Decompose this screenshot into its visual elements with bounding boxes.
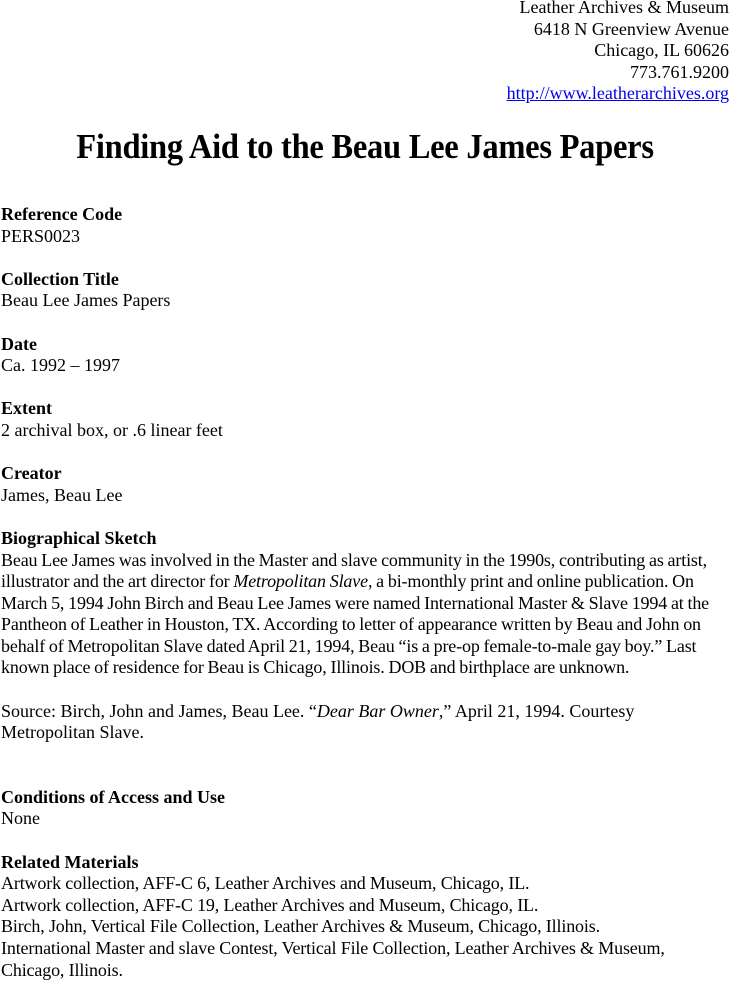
section-heading: Biographical Sketch bbox=[1, 527, 157, 548]
related-material-item: International Master and slave Contest, Vertical File Collection, Leather Archives & Museum, Chicago, Illinois. bbox=[1, 938, 665, 980]
section-creator bbox=[1, 463, 729, 506]
section-heading: Reference Code bbox=[1, 204, 123, 224]
section-reference-code bbox=[1, 204, 729, 247]
street-address: 6418 N Greenview Avenue bbox=[533, 18, 729, 39]
org-name: Leather Archives & Museum bbox=[519, 0, 729, 17]
creator-value: James, Beau Lee bbox=[1, 484, 123, 505]
section-extent bbox=[1, 398, 729, 441]
letter-title: Dear Bar Owner bbox=[316, 700, 439, 721]
date-value: Ca. 1992 – 1997 bbox=[1, 355, 120, 376]
section-heading: Collection Title bbox=[1, 268, 119, 289]
reference-code-value: PERS0023 bbox=[1, 225, 81, 246]
citation-text: Source: Birch, John and James, Beau Lee. “ bbox=[1, 700, 317, 721]
bio-text: , a bi-monthly print and online publication. On March 5, 1994 John Birch and Beau Lee James were named International Master & Slave 1994 at the Pantheon of Leather in Houston, TX. According to letter of appearance written by Beau and John on behalf of Metropolitan Slave dated April 21, 1994, Beau “is a pre-op female-to-male gay boy.” Last known place of residence for Beau is Chicago, Illinois. DOB and birthplace are unknown. bbox=[1, 571, 710, 678]
biographical-paragraph bbox=[1, 550, 729, 680]
related-material-item: Artwork collection, AFF-C 19, Leather Archives and Museum, Chicago, IL. bbox=[1, 894, 539, 915]
section-conditions-of-access bbox=[1, 787, 729, 830]
bio-text: Beau Lee James was involved in the Master and slave community in the 1990s, contributing as artist, illustrator and the art director for bbox=[1, 549, 707, 592]
section-related-materials bbox=[1, 852, 729, 982]
source-citation bbox=[1, 701, 729, 744]
section-collection-title bbox=[1, 269, 729, 312]
document-body bbox=[1, 204, 729, 981]
section-biographical-sketch bbox=[1, 528, 729, 744]
section-heading: Extent bbox=[1, 398, 52, 419]
publication-title: Metropolitan Slave bbox=[233, 571, 368, 592]
city-state-zip: Chicago, IL 60626 bbox=[594, 40, 729, 60]
related-material-item: Artwork collection, AFF-C 6, Leather Archives and Museum, Chicago, IL. bbox=[1, 873, 530, 894]
page-title: Finding Aid to the Beau Lee James Papers bbox=[76, 127, 654, 166]
conditions-value: None bbox=[1, 808, 40, 829]
section-date bbox=[1, 334, 729, 377]
section-heading: Creator bbox=[1, 463, 62, 484]
section-heading: Date bbox=[1, 333, 37, 354]
website-link[interactable]: http://www.leatherarchives.org bbox=[506, 83, 729, 103]
section-heading: Related Materials bbox=[1, 851, 139, 872]
section-heading: Conditions of Access and Use bbox=[1, 786, 226, 807]
citation-text: ,” April 21, 1994. Courtesy Metropolitan Slave. bbox=[1, 700, 635, 743]
collection-title-value: Beau Lee James Papers bbox=[1, 290, 171, 311]
institution-header bbox=[507, 0, 729, 105]
extent-value: 2 archival box, or .6 linear feet bbox=[1, 419, 223, 440]
phone-number: 773.761.9200 bbox=[630, 61, 729, 82]
related-material-item: Birch, John, Vertical File Collection, Leather Archives & Museum, Chicago, Illinois. bbox=[1, 916, 600, 937]
